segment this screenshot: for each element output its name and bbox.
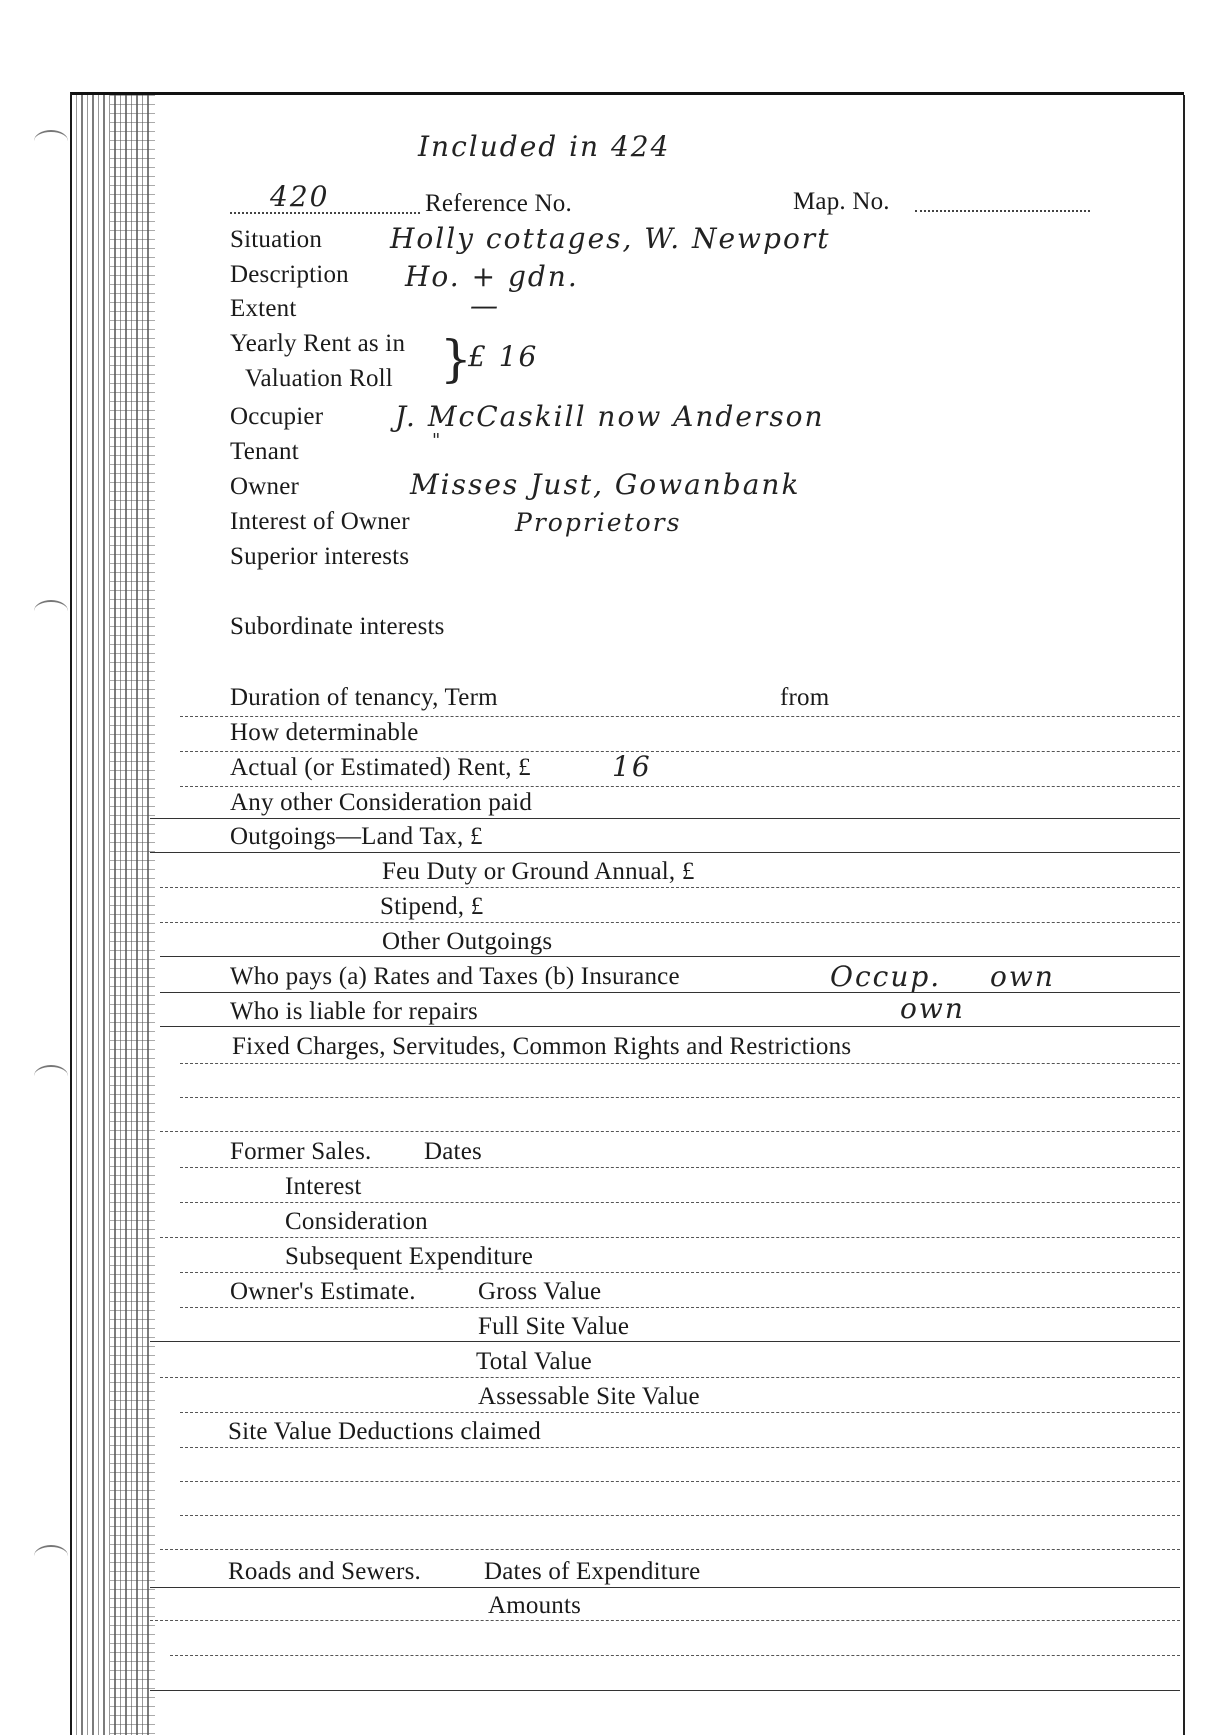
reference-label: Reference No. (425, 190, 572, 217)
subordinate-interests-label: Subordinate interests (230, 613, 445, 640)
row-rule (150, 1690, 1180, 1691)
ring-hole-icon (34, 1065, 68, 1087)
roads-amounts-label: Amounts (488, 1592, 582, 1619)
extent-label: Extent (230, 295, 297, 322)
brace-icon: } (440, 330, 472, 388)
ring-hole-icon (34, 1545, 68, 1567)
row-rule (160, 1237, 1180, 1238)
duration-label: Duration of tenancy, Term (230, 684, 498, 711)
valuation-roll-label: Valuation Roll (245, 365, 393, 392)
owner-value: Misses Just, Gowanbank (410, 468, 801, 501)
tenant-label: Tenant (230, 438, 299, 465)
interest-owner-value: Proprietors (515, 508, 682, 537)
row-rule (160, 922, 1180, 923)
tenant-value: " (432, 430, 443, 451)
page-right-edge (1183, 95, 1185, 1735)
row-rule (180, 1272, 1180, 1273)
row-rule (180, 1202, 1180, 1203)
gross-value-label: Gross Value (478, 1278, 602, 1305)
interest-owner-label: Interest of Owner (230, 508, 410, 535)
feu-duty-label: Feu Duty or Ground Annual, £ (382, 858, 695, 885)
row-rule (160, 887, 1180, 888)
row-rule (160, 1026, 1180, 1027)
binding-texture (110, 95, 155, 1735)
map-no-label: Map. No. (793, 188, 890, 215)
row-rule (180, 1447, 1180, 1448)
former-sales-dates-label: Dates (424, 1138, 482, 1165)
row-rule (180, 786, 1180, 787)
yearly-rent-label: Yearly Rent as in (230, 330, 406, 357)
row-rule (180, 1097, 1180, 1098)
former-sales-consideration-label: Consideration (285, 1208, 428, 1235)
description-label: Description (230, 261, 349, 288)
actual-rent-value: 16 (612, 750, 652, 783)
owners-estimate-label: Owner's Estimate. (230, 1278, 416, 1305)
roads-sewers-label: Roads and Sewers. (228, 1558, 421, 1585)
fixed-charges-label: Fixed Charges, Servitudes, Common Rights and Restrictions (232, 1033, 852, 1060)
stipend-label: Stipend, £ (380, 893, 484, 920)
ring-hole-icon (34, 130, 68, 152)
row-rule (180, 1307, 1180, 1308)
situation-value: Holly cottages, W. Newport (390, 222, 831, 255)
row-rule (170, 1655, 1180, 1656)
occupier-value: J. McCaskill now Anderson (395, 400, 825, 433)
former-sales-interest-label: Interest (285, 1173, 362, 1200)
row-rule (160, 992, 1180, 993)
row-rule (180, 716, 1180, 717)
row-rule (150, 1587, 1180, 1588)
who-pays-label: Who pays (a) Rates and Taxes (b) Insurance (230, 963, 680, 990)
yearly-rent-value: £ 16 (468, 340, 539, 373)
owner-label: Owner (230, 473, 300, 500)
ring-hole-icon (34, 600, 68, 622)
former-sales-label: Former Sales. (230, 1138, 372, 1165)
site-value-deductions-label: Site Value Deductions claimed (228, 1418, 541, 1445)
row-rule (150, 1341, 1180, 1342)
repairs-label: Who is liable for repairs (230, 998, 478, 1025)
who-pays-insurance-value: own (990, 960, 1055, 993)
subsequent-expenditure-label: Subsequent Expenditure (285, 1243, 534, 1270)
row-rule (160, 956, 1180, 957)
from-label: from (780, 684, 830, 711)
row-rule (160, 1377, 1180, 1378)
assessable-site-value-label: Assessable Site Value (478, 1383, 700, 1410)
situation-label: Situation (230, 226, 323, 253)
roads-dates-label: Dates of Expenditure (484, 1558, 701, 1585)
who-pays-rates-value: Occup. (830, 960, 942, 993)
occupier-label: Occupier (230, 403, 324, 430)
extent-value: — (470, 289, 500, 322)
map-dotted-line (915, 210, 1090, 212)
actual-rent-label: Actual (or Estimated) Rent, £ (230, 754, 531, 781)
row-rule (150, 818, 1180, 819)
full-site-value-label: Full Site Value (478, 1313, 630, 1340)
row-rule (180, 1481, 1180, 1482)
row-rule (150, 1620, 1180, 1621)
row-rule (150, 852, 1180, 853)
row-rule (160, 1549, 1180, 1550)
row-rule (180, 1063, 1180, 1064)
repairs-value: own (900, 992, 965, 1025)
row-rule (180, 1167, 1180, 1168)
total-value-label: Total Value (476, 1348, 592, 1375)
reference-dotted-line (230, 212, 420, 214)
how-determinable-label: How determinable (230, 719, 419, 746)
row-rule (180, 751, 1180, 752)
reference-number: 420 (270, 180, 330, 213)
row-rule (180, 1412, 1180, 1413)
other-outgoings-label: Other Outgoings (382, 928, 553, 955)
description-value: Ho. + gdn. (405, 260, 579, 293)
outgoings-label: Outgoings—Land Tax, £ (230, 823, 483, 850)
row-rule (180, 1515, 1180, 1516)
included-note: Included in 424 (418, 130, 671, 163)
row-rule (160, 1131, 1180, 1132)
superior-interests-label: Superior interests (230, 543, 410, 570)
other-consideration-label: Any other Consideration paid (230, 789, 533, 816)
